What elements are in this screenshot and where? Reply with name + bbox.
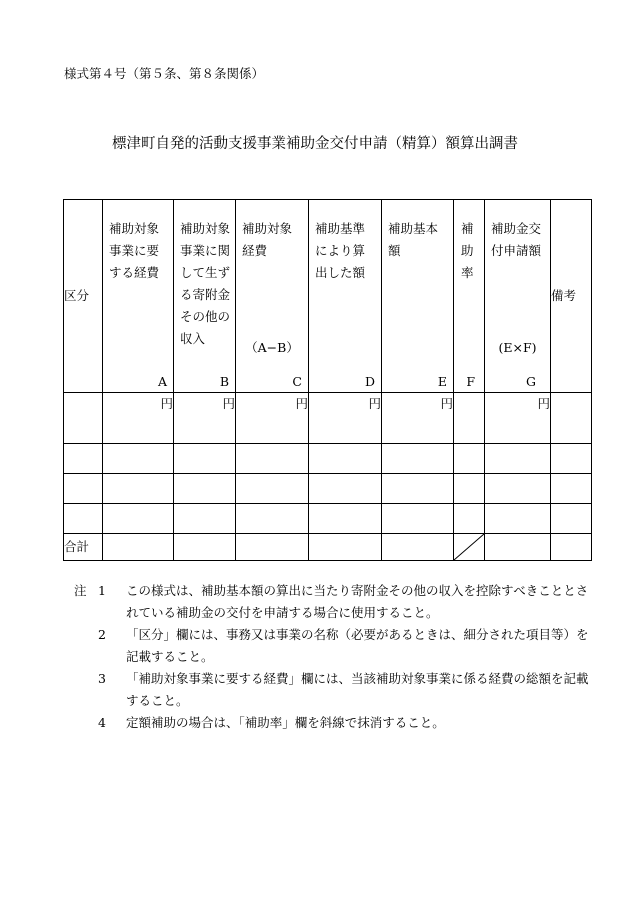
note-text: この様式は、補助基本額の算出に当たり寄附金その他の収入を控除すべきこととされている補助金の交付を申請する場合に使用すること。 <box>126 583 589 620</box>
unit-cell-c[interactable] <box>236 393 309 444</box>
cell[interactable] <box>309 504 382 534</box>
unit-cell-a[interactable] <box>103 393 174 444</box>
header-col-e-letter: E <box>437 374 447 389</box>
cell[interactable] <box>551 444 592 474</box>
cell[interactable] <box>236 444 309 474</box>
header-col-g <box>485 200 551 393</box>
cell[interactable] <box>174 474 236 504</box>
unit-cell-d[interactable] <box>309 393 382 444</box>
header-col-c-label: 補助対象経費 <box>242 221 293 258</box>
cell[interactable] <box>551 474 592 504</box>
cell[interactable] <box>309 444 382 474</box>
cell[interactable] <box>454 504 485 534</box>
header-col-g-label: 補助金交付申請額 <box>491 221 542 258</box>
cell[interactable] <box>485 444 551 474</box>
header-col-e-label: 補助基本額 <box>388 221 439 258</box>
cell[interactable] <box>382 474 454 504</box>
total-cell-a[interactable] <box>103 534 174 561</box>
header-row <box>64 200 592 393</box>
table-row <box>64 474 592 504</box>
header-col-d-label: 補助基準により算出した額 <box>315 221 366 280</box>
cell[interactable] <box>382 504 454 534</box>
header-biko: 備考 <box>551 200 592 393</box>
note-number: 1 <box>98 583 106 598</box>
table-row <box>64 504 592 534</box>
header-col-e <box>382 200 454 393</box>
header-col-c-letter: C <box>292 374 302 389</box>
cell[interactable] <box>382 444 454 474</box>
unit-yen: 円 <box>160 396 173 411</box>
note-item <box>74 624 594 668</box>
header-col-g-formula: (E×F) <box>498 340 537 355</box>
total-label: 合計 <box>64 534 103 561</box>
cell[interactable] <box>103 444 174 474</box>
total-cell-c[interactable] <box>236 534 309 561</box>
cell[interactable] <box>454 474 485 504</box>
total-cell-e[interactable] <box>382 534 454 561</box>
total-cell-b[interactable] <box>174 534 236 561</box>
note-item <box>74 668 594 712</box>
cell[interactable] <box>485 474 551 504</box>
cell-f[interactable] <box>454 393 485 444</box>
header-col-d-letter: D <box>364 374 375 389</box>
unit-cell-b[interactable] <box>174 393 236 444</box>
document-title: 標津町自発的活動支援事業補助金交付申請（精算）額算出調書 <box>112 136 518 152</box>
notes-mark: 注 <box>74 583 87 598</box>
notes-section <box>74 580 594 734</box>
cell[interactable] <box>174 444 236 474</box>
note-number: 4 <box>98 715 106 730</box>
cell[interactable] <box>174 504 236 534</box>
header-col-b-letter: B <box>219 374 229 389</box>
total-cell-g[interactable] <box>485 534 551 561</box>
calculation-table <box>63 199 592 561</box>
header-col-f-label: 補助率 <box>461 221 474 280</box>
header-col-a-letter: A <box>157 374 167 389</box>
header-col-d <box>309 200 382 393</box>
cell[interactable] <box>103 474 174 504</box>
total-cell-biko[interactable] <box>551 534 592 561</box>
table-row-first <box>64 393 592 444</box>
table-row <box>64 444 592 474</box>
note-item <box>74 712 594 734</box>
cell[interactable] <box>485 504 551 534</box>
header-col-a <box>103 200 174 393</box>
note-number: 2 <box>98 627 106 642</box>
cell[interactable] <box>64 444 103 474</box>
note-text: 定額補助の場合は、「補助率」欄を斜線で抹消すること。 <box>126 715 445 730</box>
unit-yen: 円 <box>368 396 381 411</box>
total-cell-f-struck <box>454 534 485 561</box>
header-col-g-letter: G <box>526 374 536 389</box>
note-item <box>74 580 594 624</box>
cell[interactable] <box>236 504 309 534</box>
diagonal-strike <box>454 534 484 560</box>
header-col-c-formula: （A−B） <box>245 340 299 355</box>
form-number: 様式第４号（第５条、第８条関係） <box>64 66 265 81</box>
cell-kubun[interactable] <box>64 393 103 444</box>
cell[interactable] <box>236 474 309 504</box>
header-col-b-label: 補助対象事業に関して生ずる寄附金その他の収入 <box>180 221 231 346</box>
note-text: 「補助対象事業に要する経費」欄には、当該補助対象事業に係る経費の総額を記載すること。 <box>126 671 589 708</box>
header-col-a-label: 補助対象事業に要する経費 <box>109 221 160 280</box>
header-col-f-letter: F <box>466 374 475 389</box>
cell-biko[interactable] <box>551 393 592 444</box>
header-col-c <box>236 200 309 393</box>
unit-cell-e[interactable] <box>382 393 454 444</box>
cell[interactable] <box>454 444 485 474</box>
note-number: 3 <box>98 671 106 686</box>
header-kubun: 区分 <box>64 200 103 393</box>
unit-yen: 円 <box>222 396 235 411</box>
unit-yen: 円 <box>537 396 550 411</box>
header-col-b <box>174 200 236 393</box>
total-cell-d[interactable] <box>309 534 382 561</box>
total-row <box>64 534 592 561</box>
unit-yen: 円 <box>295 396 308 411</box>
cell[interactable] <box>309 474 382 504</box>
cell[interactable] <box>64 474 103 504</box>
unit-yen: 円 <box>440 396 453 411</box>
header-col-f <box>454 200 485 393</box>
note-text: 「区分」欄には、事務又は事業の名称（必要があるときは、細分された項目等）を記載すること。 <box>126 627 589 664</box>
unit-cell-g[interactable] <box>485 393 551 444</box>
cell[interactable] <box>551 504 592 534</box>
cell[interactable] <box>103 504 174 534</box>
cell[interactable] <box>64 504 103 534</box>
